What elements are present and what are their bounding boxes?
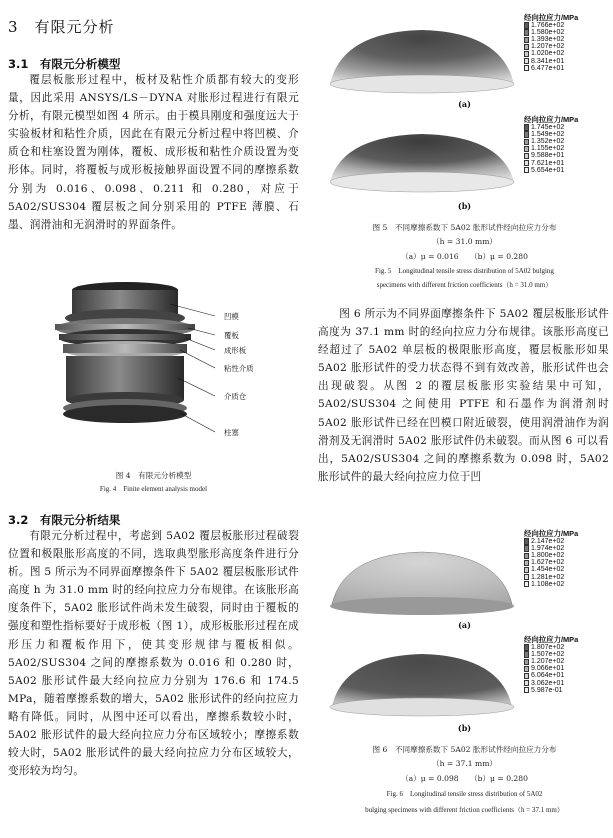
legend-5b-v1: 1.549e+02 (531, 131, 565, 139)
fig5-caption-en-2: specimens with different friction coefficients（h = 31.0 mm） (376, 281, 553, 289)
label-cover-plate: 覆板 (224, 331, 239, 340)
figure-4 (10, 278, 300, 438)
fig5-caption-cn-h: （h = 31.0 mm） (432, 237, 497, 246)
fig5b-label: (b) (457, 201, 472, 211)
fig6a-label: (a) (458, 620, 471, 630)
legend-6b (524, 636, 578, 694)
legend-5b-v3: 1.155e+02 (531, 145, 565, 153)
legend-6b-v6: 5.987e-01 (531, 686, 563, 694)
section-title: 3 有限元分析 (8, 18, 115, 36)
figure-5b (322, 110, 607, 200)
label-viscous-medium: 粘性介质 (224, 364, 254, 373)
legend-6a-title: 经向拉应力/MPa (524, 529, 579, 538)
label-forming-plate: 成形板 (224, 346, 247, 355)
subsection-heading-3-1: 3.1 有限元分析模型 (8, 57, 121, 71)
fig4-caption-cn: 图 4 有限元分析模型 (115, 471, 192, 480)
legend-5a-v6: 6.477e+01 (531, 64, 565, 72)
legend-5b-v5: 7.621e+01 (531, 159, 565, 167)
legend-5a-v0: 1.766e+02 (531, 22, 565, 30)
fig6-caption-cn: 图 6 不同摩擦系数下 5A02 胀形试件经向拉应力分布 (372, 745, 557, 754)
legend-5b-v4: 9.588e+01 (531, 152, 565, 160)
fig6-caption-en: Fig. 6 Longitudinal tensile stress distribution of 5A02 (386, 790, 543, 798)
subsection-heading-3-2: 3.2 有限元分析结果 (8, 513, 121, 527)
legend-6b-v2: 1.207e+02 (531, 658, 565, 666)
legend-5a-v2: 1.393e+02 (531, 36, 565, 44)
legend-6b-v4: 6.064e+01 (531, 672, 565, 680)
fig5-caption-en: Fig. 5 Longitudinal tensile stress distribution of 5A02 bulging (375, 267, 554, 275)
label-plunger: 柱塞 (224, 428, 239, 437)
fig6-caption-en-2: bulging specimens with different friction coefficients（h = 37.1 mm） (365, 806, 564, 814)
fig5-caption-cn-sub: （a）μ = 0.016 （b）μ = 0.280 (401, 252, 528, 261)
figure-5a (322, 8, 607, 108)
dome-6a (322, 548, 522, 618)
legend-5a-v5: 8.341e+01 (531, 57, 565, 65)
fig6-caption-cn-sub: （a）μ = 0.098 （b）μ = 0.280 (401, 774, 528, 783)
legend-6a-v1: 1.974e+02 (531, 545, 565, 553)
legend-5a (524, 14, 578, 72)
figure-6a (322, 530, 607, 622)
legend-5b-v0: 1.745e+02 (531, 124, 565, 132)
legend-6b-v1: 1.507e+02 (531, 651, 565, 659)
legend-6b-v5: 3.062e+01 (531, 679, 565, 687)
legend-5a-v1: 1.580e+02 (531, 29, 565, 37)
fig6-caption-cn-h: （h = 37.1 mm） (432, 759, 497, 768)
legend-5a-title: 经向拉应力/MPa (524, 13, 579, 22)
paragraph-right: 图 6 所示为不同界面摩擦条件下 5A02 覆层板胀形试件高度为 37.1 mm 时的经向拉应力分布规律。该胀形高度已经超过了 5A02 单层板的极限胀形高度，覆层板胀形如果 5A02 胀形试件的受力状态得不到有效改善，胀形试件也会出现破裂。从图 2 的覆层板胀形实验结果中可知，5A02/SUS304 之间使用 PTFE 和石墨作为润滑剂时 5A02 胀形试件已经在凹模口附近破裂，使用润滑油作为润滑剂及无润滑时 5A02 胀形试件仍未破裂。而从图 6 可以看出，5A02/SUS304 之间的摩擦系数为 0.098 时，5A02 胀形试件的最大经向拉应力位于凹 (318, 308, 609, 483)
fig5-caption-cn: 图 5 不同摩擦系数下 5A02 胀形试件经向拉应力分布 (372, 223, 557, 232)
fig5a-label: (a) (458, 99, 471, 109)
fig6b-label: (b) (457, 723, 472, 733)
legend-5a-v3: 1.207e+02 (531, 43, 565, 51)
legend-5b-title: 经向拉应力/MPa (524, 115, 579, 124)
legend-6b-title: 经向拉应力/MPa (524, 635, 579, 644)
legend-6a-v0: 2.147e+02 (531, 538, 565, 546)
legend-6a (524, 530, 578, 588)
label-medium-container: 介质仓 (224, 392, 247, 401)
legend-5b-v2: 1.352e+02 (531, 138, 565, 146)
legend-5a-v4: 1.020e+02 (531, 50, 565, 58)
legend-5b (524, 116, 578, 174)
dome-5b (322, 128, 522, 198)
legend-6a-v2: 1.800e+02 (531, 552, 565, 560)
legend-6a-v5: 1.281e+02 (531, 573, 565, 581)
legend-5b-v6: 5.654e+01 (531, 166, 565, 174)
fig4-caption-en: Fig. 4 Finite element analysis model (99, 485, 208, 493)
dome-6b (322, 650, 522, 720)
legend-6a-v6: 1.108e+02 (531, 580, 565, 588)
legend-6a-v4: 1.454e+02 (531, 566, 565, 574)
fe-model-drawing (10, 278, 300, 438)
figure-6b (322, 636, 607, 728)
legend-6a-v3: 1.627e+02 (531, 559, 565, 567)
label-die: 凹模 (224, 312, 239, 321)
dome-5a (322, 26, 522, 96)
legend-6b-v0: 1.807e+02 (531, 644, 565, 652)
legend-6b-v3: 9.066e+01 (531, 665, 565, 673)
paragraph-3-1: 覆层板胀形过程中，板材及粘性介质都有较大的变形量，因此采用 ANSYS/LS－DYNA 对胀形过程进行有限元分析，有限元模型如图 4 所示。由于模具刚度和强度远大于实验板材和粘性介质，因此在有限元分析过程中将凹模、介质仓和柱塞设置为刚体，覆板、成形板和粘性介质设置为变形体。同时，将覆板与成形板接触界面设置不同的摩擦系数分别为 0.016、0.098、0.211 和 0.280，对应于 5A02/SUS304 覆层板之间分别采用的 PTFE 薄膜、石墨、润滑油和无润滑时的界面条件。 (8, 74, 299, 231)
paragraph-3-2: 有限元分析过程中，考虑到 5A02 覆层板胀形过程破裂位置和极限胀形高度的不同，选取典型胀形高度条件进行分析。图 5 所示为不同界面摩擦条件下 5A02 覆层板胀形试件高度 h 为 31.0 mm 时的经向拉应力分布规律。在该胀形高度条件下，5A02 胀形试件尚未发生破裂，同时由于覆板的强度和塑性指标要好于成形板（图 1），成形板胀形过程在成形压力和覆板作用下，使其变形规律与覆板相似。5A02/SUS304 之间的摩擦系数为 0.016 和 0.280 时，5A02 胀形试件最大经向拉应力分别为 176.6 和 174.5 MPa，随着摩擦系数的增大，5A02 胀形试件的经向拉应力略有降低。同时，从图中还可以看出，摩擦系数较小时，5A02 胀形试件的最大经向拉应力分布区域较小；摩擦系数较大时，5A02 胀形试件的最大经向拉应力分布区域较大，变形较为均匀。 (8, 530, 299, 778)
